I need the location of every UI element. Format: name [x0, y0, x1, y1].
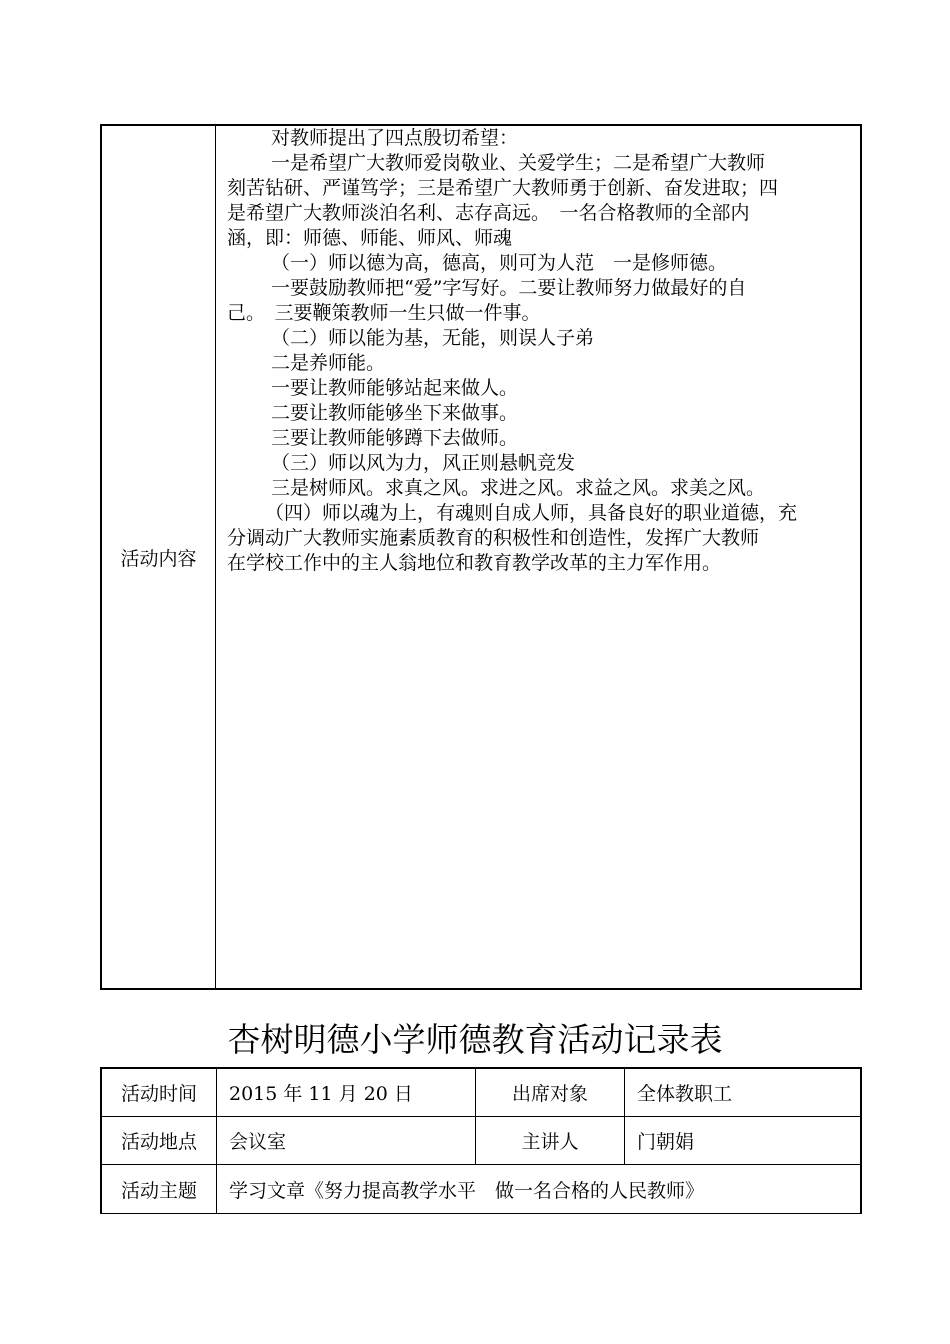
- activity-place-value: 会议室: [229, 1131, 287, 1153]
- content-line: 三要让教师能够蹲下去做师。: [271, 427, 519, 449]
- table-row: [102, 1069, 860, 1117]
- content-line: 对教师提出了四点殷切希望：: [271, 127, 519, 149]
- page-title: 杏树明德小学师德教育活动记录表: [227, 1020, 723, 1059]
- attendee-value: 全体教职工: [637, 1083, 733, 1105]
- activity-content-table: [100, 124, 862, 990]
- content-line: 一要鼓励教师把“爱”字写好。二要让教师努力做最好的自: [271, 277, 747, 299]
- content-line: 是希望广大教师淡泊名利、志存高远。 一名合格教师的全部内: [227, 202, 750, 224]
- content-line: 二要让教师能够坐下来做事。: [271, 402, 519, 424]
- content-line: 涵，即：师德、师能、师风、师魂: [227, 227, 513, 249]
- content-line: 二是养师能。: [271, 352, 386, 374]
- table-row: [102, 1165, 860, 1214]
- activity-place-label: 活动地点: [120, 1131, 197, 1153]
- content-line: 三是树师风。求真之风。求进之风。求益之风。求美之风。: [271, 477, 766, 499]
- activity-content-text: [217, 126, 860, 988]
- content-line: 己。 三要鞭策教师一生只做一件事。: [227, 302, 541, 324]
- speaker-label: 主讲人: [521, 1131, 579, 1153]
- speaker-value: 门朝娟: [637, 1131, 695, 1153]
- table-row: [102, 1117, 860, 1165]
- content-line: （一）师以德为高，德高，则可为人范 一是修师德。: [271, 252, 728, 274]
- content-line: 一要让教师能够站起来做人。: [271, 377, 519, 399]
- content-line: （三）师以风为力，风正则悬帆竞发: [271, 452, 576, 474]
- activity-record-table: [100, 1067, 862, 1214]
- activity-topic-label: 活动主题: [120, 1180, 197, 1202]
- content-line: 一是希望广大教师爱岗敬业、关爱学生；二是希望广大教师: [271, 152, 766, 174]
- activity-time-label: 活动时间: [120, 1083, 197, 1105]
- activity-content-label: 活动内容: [102, 126, 216, 988]
- activity-topic-value: 学习文章《努力提高教学水平 做一名合格的人民教师》: [229, 1180, 705, 1202]
- content-line: 分调动广大教师实施素质教育的积极性和创造性，发挥广大教师: [227, 527, 760, 549]
- content-line: 刻苦钻研、严谨笃学；三是希望广大教师勇于创新、奋发进取；四: [227, 177, 779, 199]
- content-line: 在学校工作中的主人翁地位和教育教学改革的主力军作用。: [227, 552, 722, 574]
- attendee-label: 出席对象: [511, 1083, 588, 1105]
- content-line: （四）师以魂为上，有魂则自成人师，具备良好的职业道德，充: [265, 502, 798, 524]
- activity-time-value: 2015 年 11 月 20 日: [229, 1083, 413, 1105]
- content-line: （二）师以能为基，无能，则误人子弟: [271, 327, 595, 349]
